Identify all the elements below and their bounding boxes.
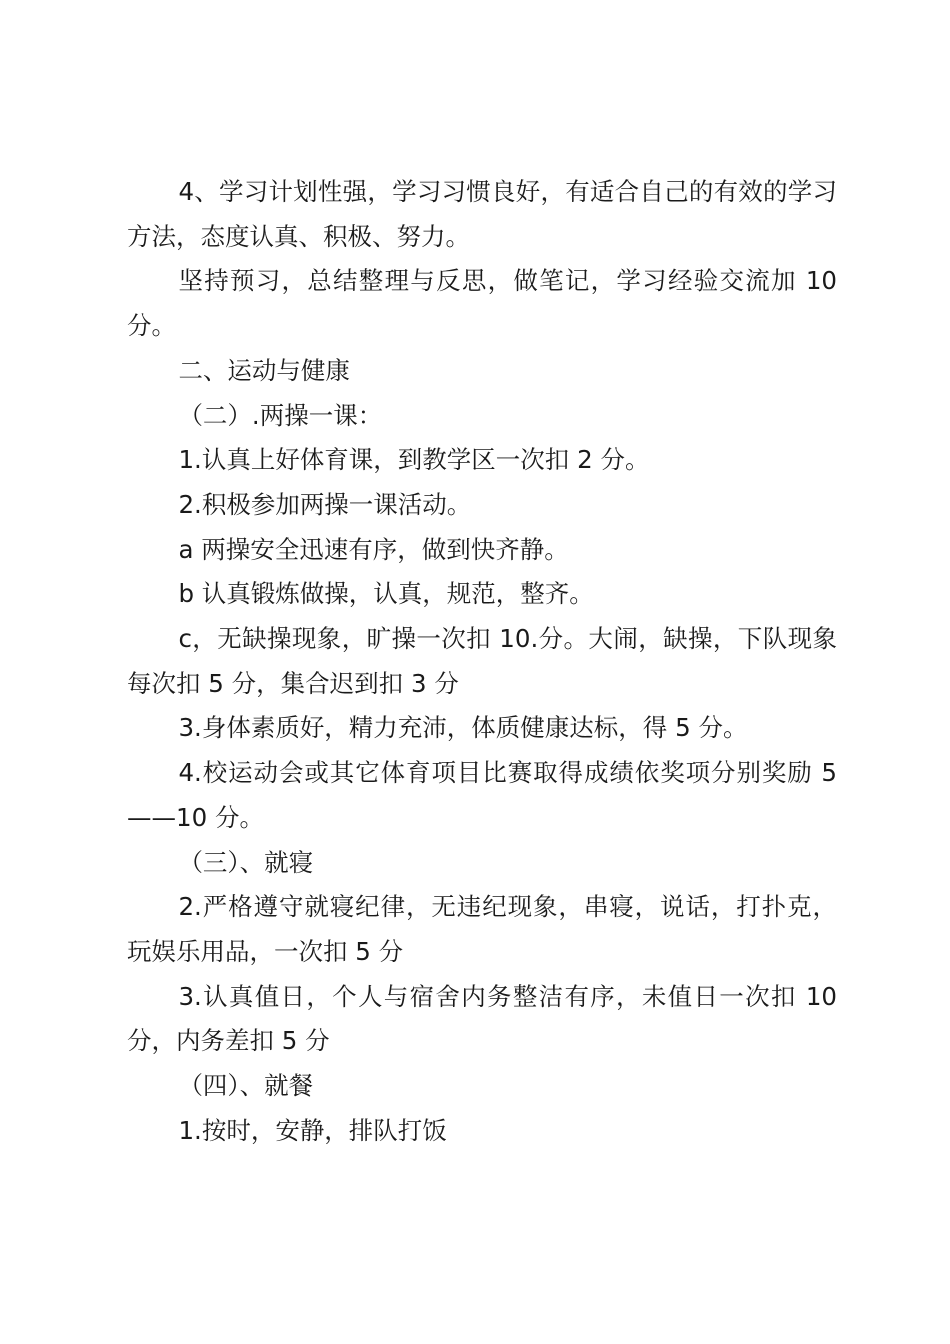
paragraph-study-habits: 4、学习计划性强，学习习惯良好，有适合自己的有效的学习方法，态度认真、积极、努力。 bbox=[127, 177, 837, 251]
paragraph-item-a: a 两操安全迅速有序，做到快齐静。 bbox=[178, 534, 569, 564]
paragraph-dining-order: 1.按时，安静，排队打饭 bbox=[178, 1115, 447, 1145]
paragraph-item-c: c，无缺操现象，旷操一次扣 10.分。大闹，缺操，下队现象每次扣 5 分，集合迟到扣 3 分 bbox=[127, 624, 837, 698]
subsection-heading-exercises-class: （二）.两操一课： bbox=[178, 400, 383, 430]
subsection-heading-dining: （四）、就餐 bbox=[178, 1071, 314, 1101]
paragraph-sports-meet-award: 4.校运动会或其它体育项目比赛取得成绩依奖项分别奖励 5——10 分。 bbox=[127, 758, 837, 832]
paragraph-bedtime-discipline: 2.严格遵守就寝纪律，无违纪现象，串寝，说话，打扑克，玩娱乐用品，一次扣 5 分 bbox=[127, 892, 837, 966]
paragraph-duty-dorm: 3.认真值日，个人与宿舍内务整洁有序，未值日一次扣 10 分，内务差扣 5 分 bbox=[127, 981, 837, 1056]
subsection-heading-bedtime: （三）、就寝 bbox=[178, 847, 314, 877]
document-body bbox=[127, 170, 837, 1153]
paragraph-physical-fitness: 3.身体素质好，精力充沛，体质健康达标，得 5 分。 bbox=[178, 713, 748, 743]
section-heading-sports-health: 二、运动与健康 bbox=[178, 355, 350, 385]
paragraph-preview-notes: 坚持预习，总结整理与反思，做笔记，学习经验交流加 10 分。 bbox=[127, 266, 837, 341]
paragraph-item-b: b 认真锻炼做操，认真，规范，整齐。 bbox=[178, 579, 594, 609]
paragraph-participate-activities: 2.积极参加两操一课活动。 bbox=[178, 489, 472, 519]
paragraph-pe-class: 1.认真上好体育课，到教学区一次扣 2 分。 bbox=[178, 445, 650, 475]
